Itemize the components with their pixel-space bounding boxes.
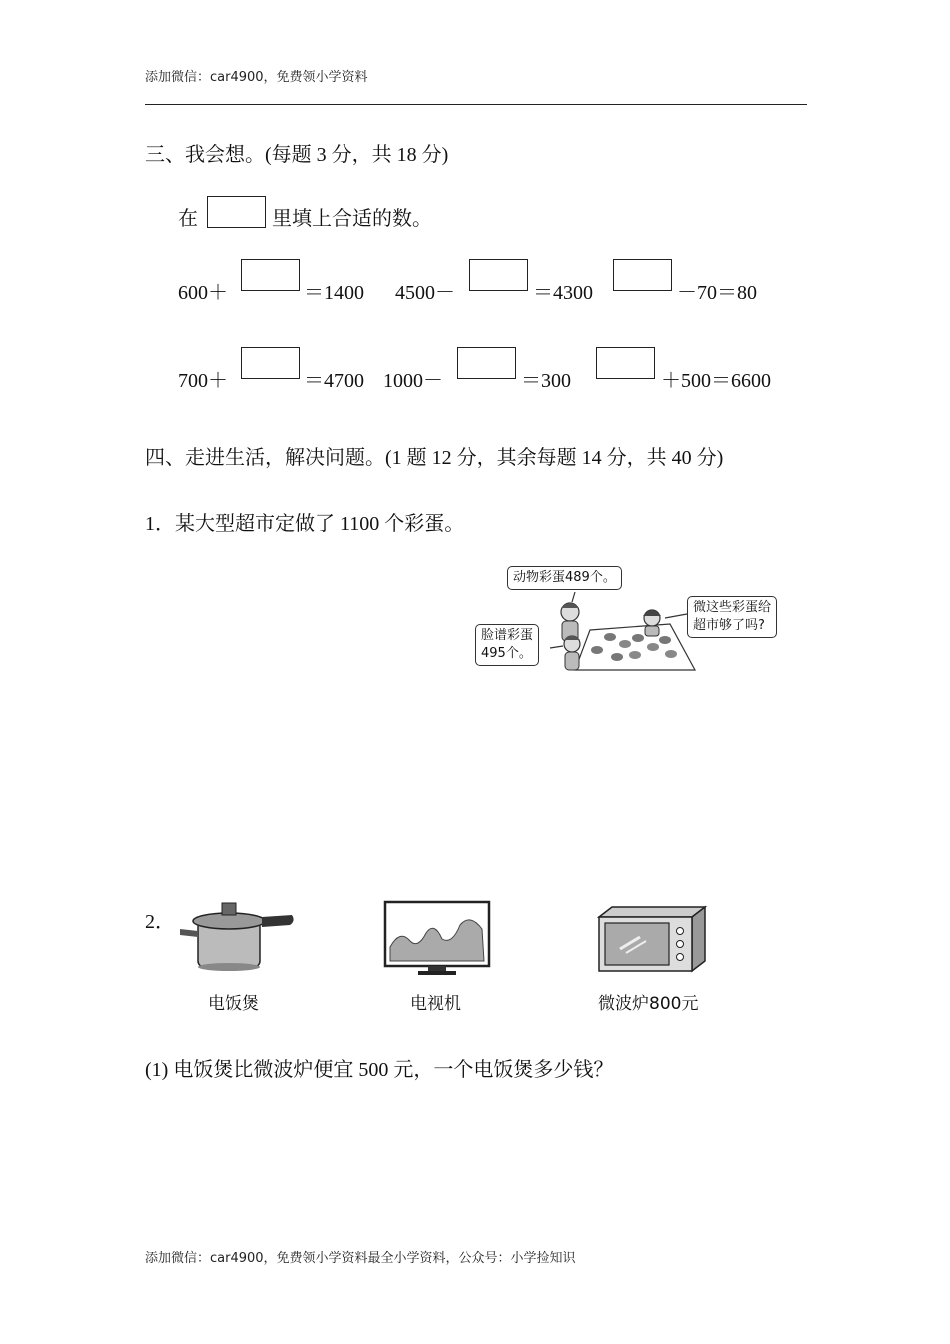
row2-eq2-prefix: 1000－ [383,370,443,392]
face-egg-text-line2: 495个。 [481,646,532,661]
page-header: 添加微信：car4900，免费领小学资料 [145,70,368,85]
row1-eq1-answer-box[interactable] [241,259,300,291]
sample-answer-box [207,196,266,228]
row2-eq1-suffix: ＝4700 [304,370,364,392]
microwave-label: 微波炉800元 [598,994,699,1014]
section3-title: 三、我会想。(每题 3 分，共 18 分) [145,144,449,166]
animal-egg-bubble [507,566,622,590]
animal-egg-text: 动物彩蛋489个。 [513,570,616,585]
header-rule [145,104,807,105]
q1-text: 1．某大型超市定做了 1100 个彩蛋。 [145,513,465,535]
question-text-line2: 超市够了吗? [693,618,765,633]
rice-cooker-label: 电饭煲 [208,994,259,1014]
q2-sub1-text: (1) 电饭煲比微波炉便宜 500 元，一个电饭煲多少钱？ [145,1059,614,1081]
row2-eq2-answer-box[interactable] [457,347,516,379]
question-bubble [687,596,777,638]
row1-eq3-answer-box[interactable] [613,259,672,291]
row2-eq2-suffix: ＝300 [521,370,571,392]
tv-icon [382,899,492,977]
q2-number: 2． [145,911,175,933]
row2-eq3-suffix: ＋500＝6600 [661,370,771,392]
page-footer: 添加微信：car4900，免费领小学资料最全小学资料，公众号：小学捡知识 [145,1251,576,1266]
row2-eq1-prefix: 700＋ [178,370,228,392]
row2-eq3-answer-box[interactable] [596,347,655,379]
face-egg-text-line1: 脸谱彩蛋 [481,628,534,643]
rice-cooker-icon [176,897,296,977]
instruction-prefix: 在 [178,208,198,230]
question-text-line1: 微这些彩蛋给 [693,600,772,615]
tv-label: 电视机 [410,994,461,1014]
section4-title: 四、走进生活，解决问题。(1 题 12 分，其余每题 14 分，共 40 分) [145,447,724,469]
row1-eq2-answer-box[interactable] [469,259,528,291]
egg-illustration [475,562,805,674]
microwave-icon [596,905,708,977]
row1-eq1-suffix: ＝1400 [304,282,364,304]
row1-eq3-suffix: －70＝80 [677,282,757,304]
row1-eq1-prefix: 600＋ [178,282,228,304]
row1-eq2-suffix: ＝4300 [533,282,593,304]
row1-eq2-prefix: 4500－ [395,282,455,304]
face-egg-bubble [475,624,539,666]
row2-eq1-answer-box[interactable] [241,347,300,379]
instruction-suffix: 里填上合适的数。 [272,208,432,230]
